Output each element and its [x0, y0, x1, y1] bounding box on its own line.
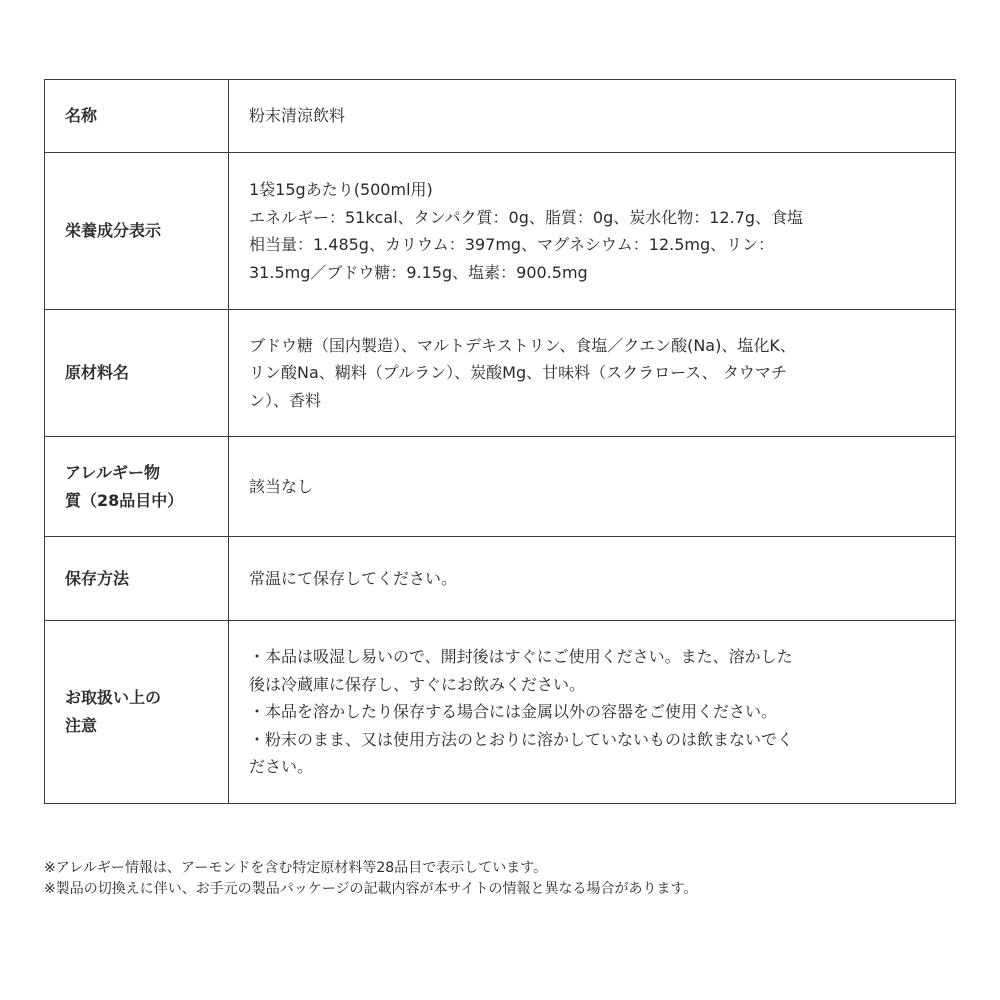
row-allergens — [45, 437, 956, 537]
row-value-line: 粉末清涼飲料 — [249, 106, 346, 126]
row-value-line: ブドウ糖（国内製造）、マルトデキストリン、食塩／クエン酸(Na)、塩化K、 — [249, 335, 796, 355]
product-info-table — [44, 79, 956, 804]
row-label — [45, 437, 229, 537]
row-value — [229, 621, 956, 804]
row-value-line: 31.5mg／ブドウ糖：9.15g、塩素：900.5mg — [249, 262, 588, 282]
row-value-line: 該当なし — [249, 476, 314, 496]
row-value — [229, 310, 956, 437]
footnote: ※アレルギー情報は、アーモンドを含む特定原材料等28品目で表示しています。 — [44, 860, 548, 876]
row-label-line: アレルギー物 — [65, 462, 160, 482]
row-label — [45, 80, 229, 153]
row-value-line: エネルギー：51kcal、タンパク質：0g、脂質：0g、炭水化物：12.7g、食塩 — [249, 207, 804, 227]
row-nutrition — [45, 153, 956, 310]
row-value — [229, 537, 956, 621]
row-label-line: 名称 — [65, 106, 98, 125]
row-value-line: 後は冷蔵庫に保存し、すぐにお飲みください。 — [249, 674, 586, 694]
row-value-line: 1袋15gあたり(500ml用) — [249, 180, 433, 199]
row-label-line: 保存方法 — [65, 568, 130, 588]
row-value-line: 常温にて保存してください。 — [249, 568, 458, 588]
row-label — [45, 621, 229, 804]
row-value-line: ン）、香料 — [249, 390, 322, 410]
row-value-line: ・本品を溶かしたり保存する場合には金属以外の容器をご使用ください。 — [249, 702, 778, 722]
row-label-line: 栄養成分表示 — [65, 221, 162, 240]
row-ingredients — [45, 310, 956, 437]
row-label — [45, 310, 229, 437]
row-handling — [45, 621, 956, 804]
row-value-line: 相当量：1.485g、カリウム：397mg、マグネシウム：12.5mg、リン： — [249, 235, 775, 254]
row-value-line: ・粉末のまま、又は使用方法のとおりに溶かしていないものは飲まないでく — [249, 729, 794, 749]
row-label-line: 質（28品目中） — [65, 490, 184, 510]
row-label — [45, 537, 229, 621]
row-label-line: 注意 — [65, 716, 98, 735]
footnote: ※製品の切換えに伴い、お手元の製品パッケージの記載内容が本サイトの情報と異なる場合があります。 — [44, 881, 698, 897]
row-storage — [45, 537, 956, 621]
row-name — [45, 80, 956, 153]
row-value-line: リン酸Na、糊料（プルラン）、炭酸Mg、甘味料（スクラロース、 タウマチ — [249, 363, 787, 383]
row-value-line: ・本品は吸湿し易いので、開封後はすぐにご使用ください。また、溶かした — [249, 647, 793, 667]
row-label — [45, 153, 229, 310]
row-value-line: ださい。 — [249, 757, 314, 777]
row-value — [229, 437, 956, 537]
row-value — [229, 80, 956, 153]
footnotes — [44, 858, 974, 900]
row-label-line: お取扱い上の — [65, 688, 162, 707]
row-value — [229, 153, 956, 310]
row-label-line: 原材料名 — [65, 363, 130, 382]
